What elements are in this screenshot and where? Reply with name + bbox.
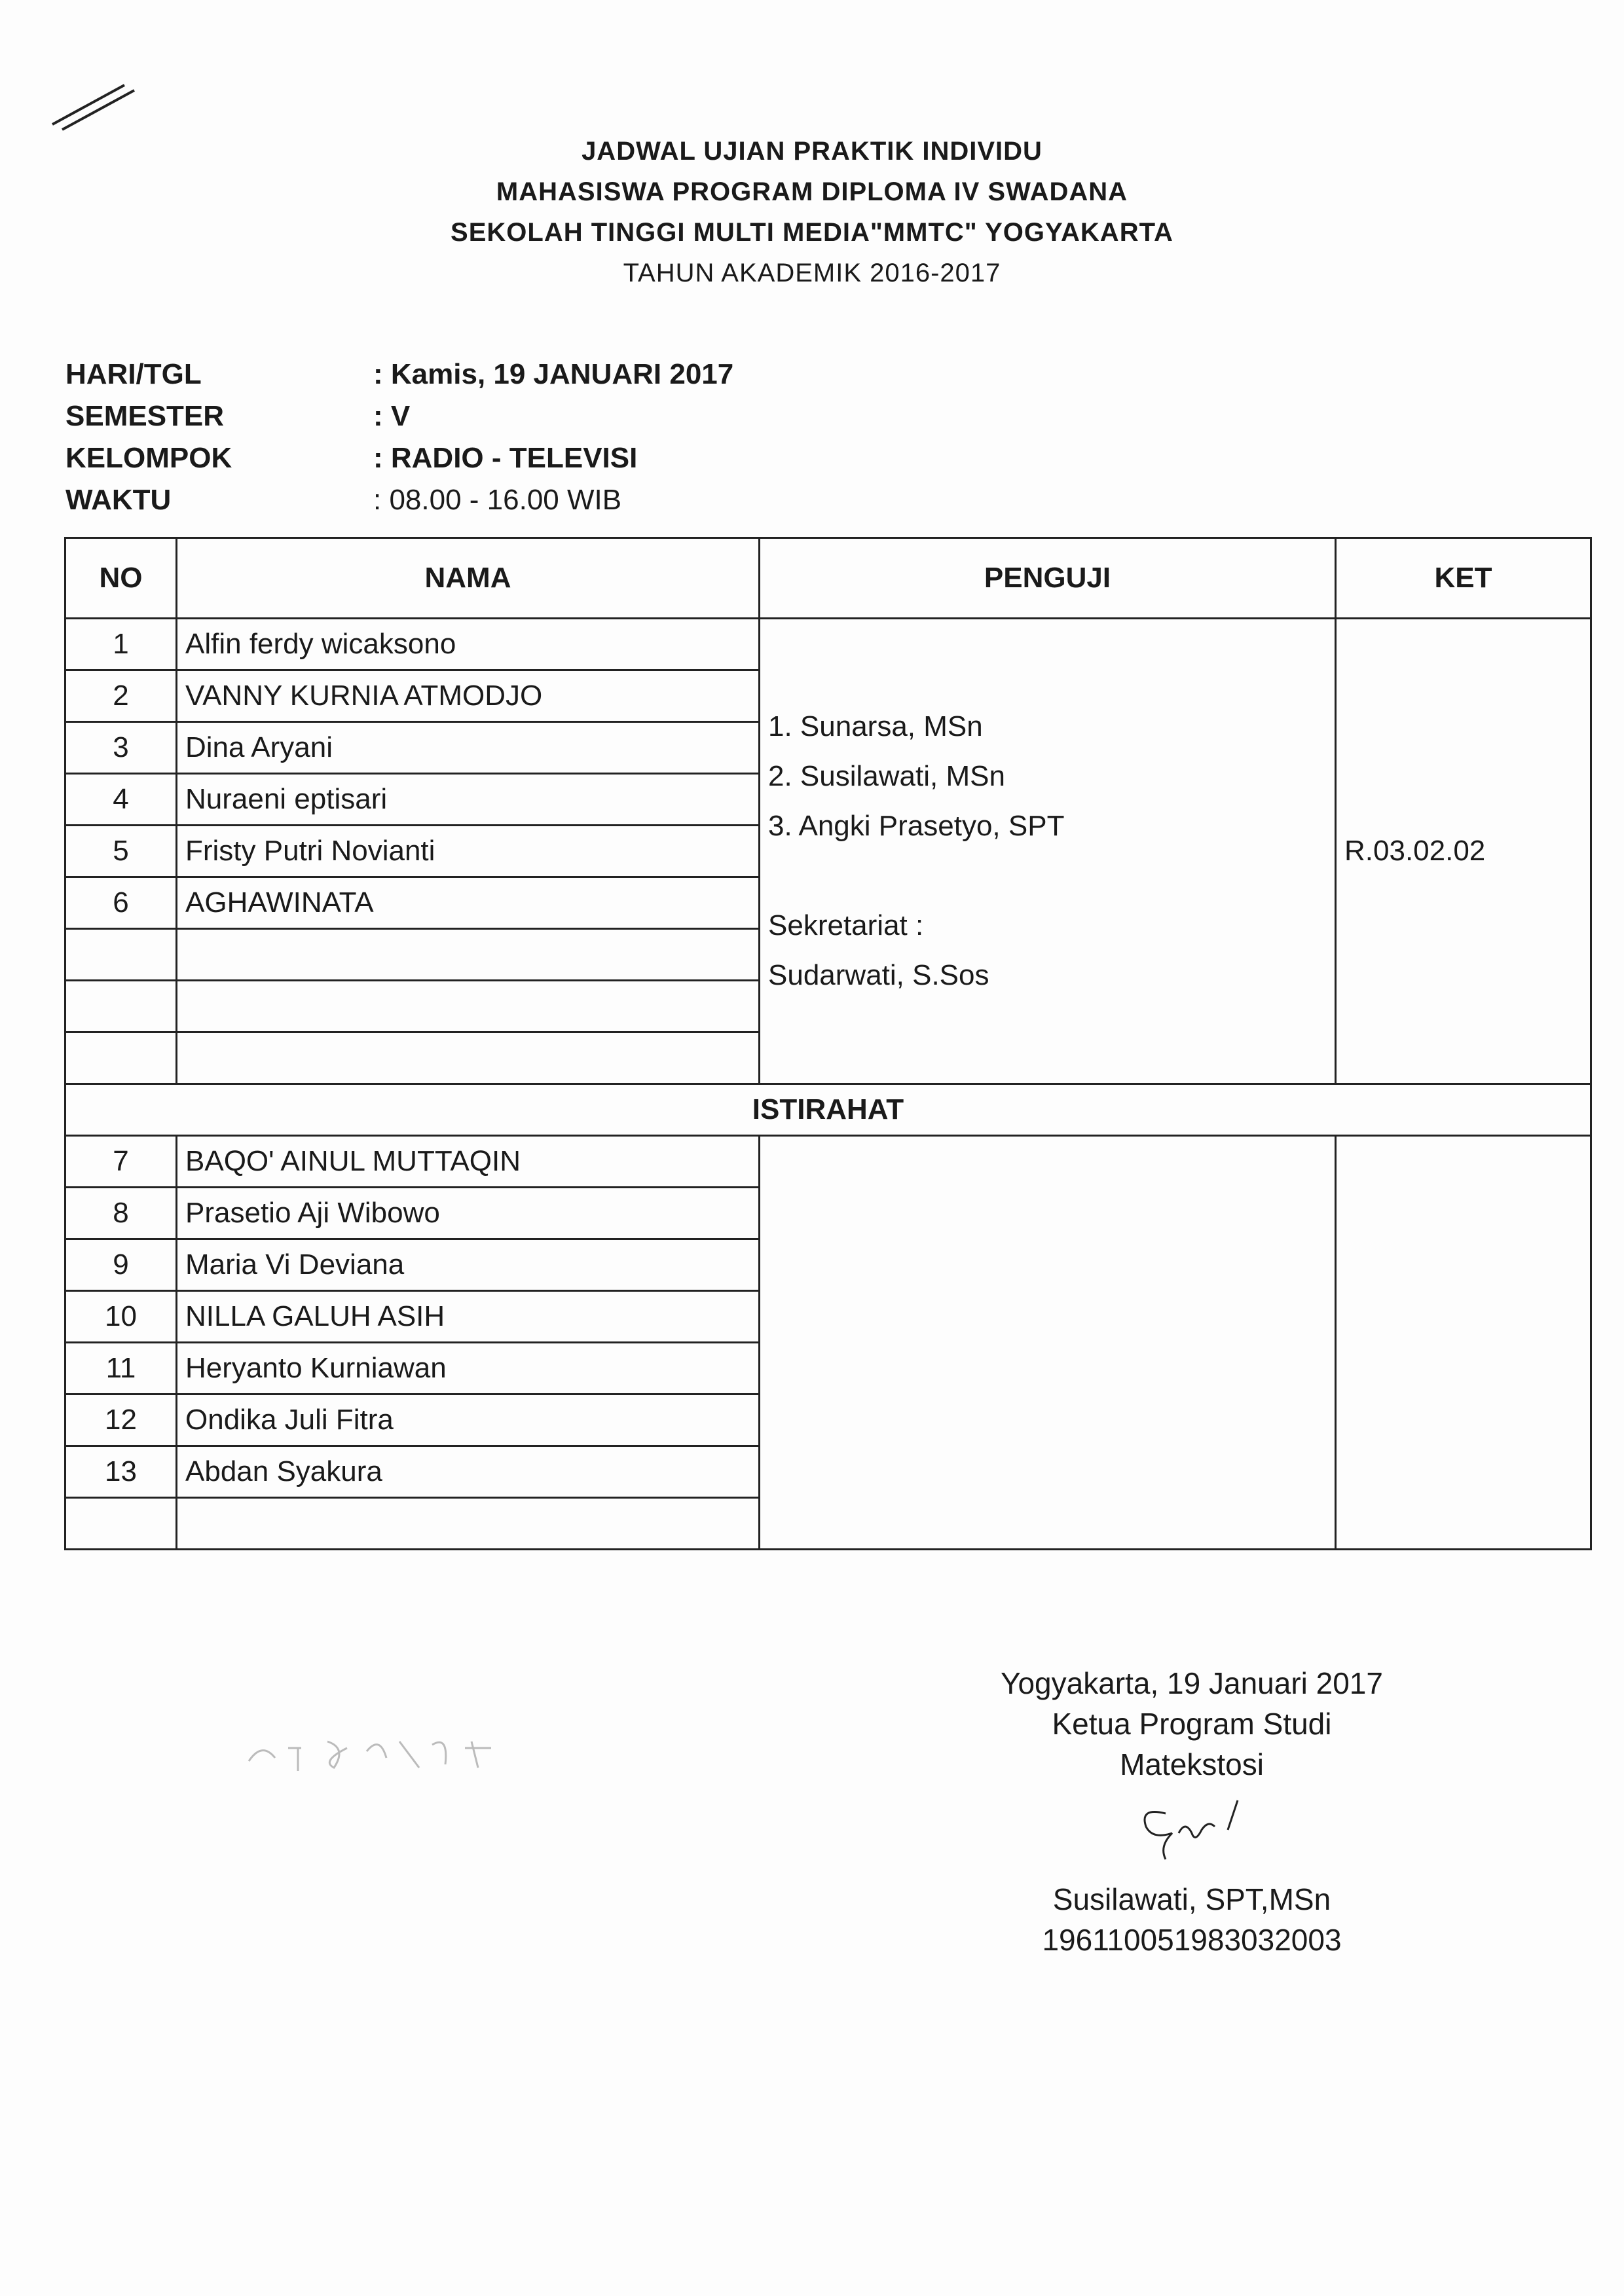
document-header [0,131,1624,293]
break-label: ISTIRAHAT [65,1084,1591,1136]
info-row [65,354,733,395]
row-number: 10 [65,1291,177,1343]
column-header-nama: NAMA [177,538,760,619]
table-row [65,1136,1591,1188]
table-row [65,619,1591,670]
info-label: KELOMPOK [65,442,232,474]
student-name: VANNY KURNIA ATMODJO [177,670,760,722]
examiner-cell [760,619,1336,1084]
signer-position: Ketua Program Studi [1052,1707,1332,1741]
info-row [65,395,733,437]
signer-name: Susilawati, SPT,MSn [1052,1882,1331,1916]
student-name: Dina Aryani [177,722,760,774]
info-value: : RADIO - TELEVISI [373,442,638,474]
examiner-line: 2. Susilawati, MSn [768,760,1005,792]
row-number: 9 [65,1239,177,1291]
student-name: Heryanto Kurniawan [177,1343,760,1394]
signature-block [943,1663,1441,1960]
examiner-line: 1. Sunarsa, MSn [768,710,983,742]
corner-mark-icon [46,72,138,131]
student-name: Alfin ferdy wicaksono [177,619,760,670]
student-name: AGHAWINATA [177,877,760,929]
examiner-line: 3. Angki Prasetyo, SPT [768,810,1065,842]
student-name: Nuraeni eptisari [177,774,760,826]
row-number: 12 [65,1394,177,1446]
column-header-no: NO [65,538,177,619]
column-header-ket: KET [1336,538,1591,619]
examiner-line [768,851,1327,901]
program-name: Matekstosi [1120,1747,1264,1781]
schedule-table [64,537,1592,1550]
row-number: 13 [65,1446,177,1498]
faded-scribble-icon [242,1722,609,1781]
title-line-2: MAHASISWA PROGRAM DIPLOMA IV SWADANA [496,177,1128,206]
row-number: 1 [65,619,177,670]
info-label: SEMESTER [65,400,225,432]
title-line-1: JADWAL UJIAN PRAKTIK INDIVIDU [581,137,1043,166]
title-line-4: TAHUN AKADEMIK 2016-2017 [623,259,1001,287]
secretariat-label: Sekretariat : [768,909,924,941]
column-header-penguji: PENGUJI [760,538,1336,619]
signer-nip: 196110051983032003 [1042,1923,1342,1957]
student-name: BAQO' AINUL MUTTAQIN [177,1136,760,1188]
info-row [65,479,733,521]
student-name: Fristy Putri Novianti [177,826,760,877]
student-name: Ondika Juli Fitra [177,1394,760,1446]
ket-cell-empty [1336,1136,1591,1550]
secretariat-name: Sudarwati, S.Sos [768,959,989,991]
student-name: NILLA GALUH ASIH [177,1291,760,1343]
schedule-info [65,354,733,521]
row-number: 5 [65,826,177,877]
info-label: HARI/TGL [65,358,202,390]
row-number: 11 [65,1343,177,1394]
info-row [65,437,733,479]
room-code: R.03.02.02 [1336,619,1591,1084]
row-number: 8 [65,1188,177,1239]
table-header-row [65,538,1591,619]
row-number: 6 [65,877,177,929]
examiner-cell-empty [760,1136,1336,1550]
info-value: : V [373,400,411,432]
signature-icon [1107,1787,1277,1866]
row-number: 4 [65,774,177,826]
row-number: 2 [65,670,177,722]
place-date: Yogyakarta, 19 Januari 2017 [1001,1666,1383,1700]
student-name: Maria Vi Deviana [177,1239,760,1291]
title-line-3: SEKOLAH TINGGI MULTI MEDIA"MMTC" YOGYAKARTA [451,218,1173,247]
info-value: : 08.00 - 16.00 WIB [373,484,622,516]
row-number: 3 [65,722,177,774]
info-value: : Kamis, 19 JANUARI 2017 [373,358,734,390]
info-label: WAKTU [65,484,172,516]
row-number: 7 [65,1136,177,1188]
break-row [65,1084,1591,1136]
student-name: Prasetio Aji Wibowo [177,1188,760,1239]
student-name: Abdan Syakura [177,1446,760,1498]
